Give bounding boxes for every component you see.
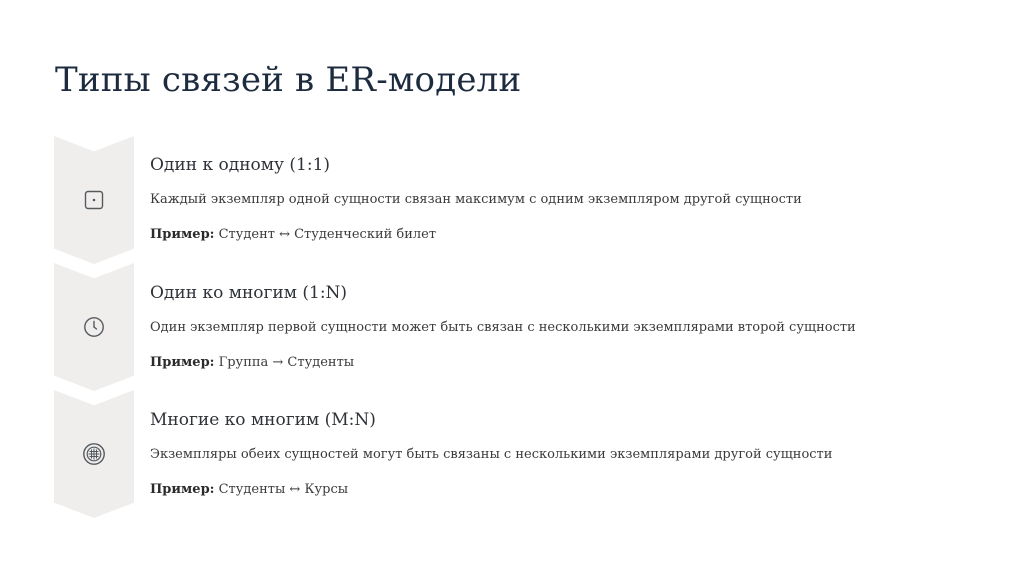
example-label: Пример: (150, 482, 215, 497)
relation-item-one-to-many (150, 281, 990, 372)
example-label: Пример: (150, 227, 215, 242)
example-text: Группа → Студенты (218, 355, 355, 370)
item-description: Экземпляры обеих сущностей могут быть связаны с несколькими экземплярами другой сущности (150, 447, 833, 462)
item-title: Многие ко многим (M:N) (150, 410, 376, 430)
square-dot-icon (54, 136, 134, 264)
slide-title: Типы связей в ER-модели (55, 60, 522, 100)
item-description: Один экземпляр первой сущности может быть связан с несколькими экземплярами второй сущности (150, 320, 856, 335)
item-example (150, 226, 990, 244)
example-text: Студенты ↔ Курсы (218, 482, 349, 497)
relation-item-many-to-many (150, 408, 990, 499)
relation-item-one-to-one (150, 153, 990, 244)
grid-circle-icon (54, 390, 134, 518)
item-description: Каждый экземпляр одной сущности связан максимум с одним экземпляром другой сущности (150, 192, 802, 207)
example-label: Пример: (150, 355, 215, 370)
item-title: Один к одному (1:1) (150, 155, 331, 175)
item-example (150, 481, 990, 499)
item-title: Один ко многим (1:N) (150, 283, 348, 303)
item-example (150, 354, 990, 372)
example-text: Студент ↔ Студенческий билет (218, 227, 437, 242)
clock-icon (54, 263, 134, 391)
